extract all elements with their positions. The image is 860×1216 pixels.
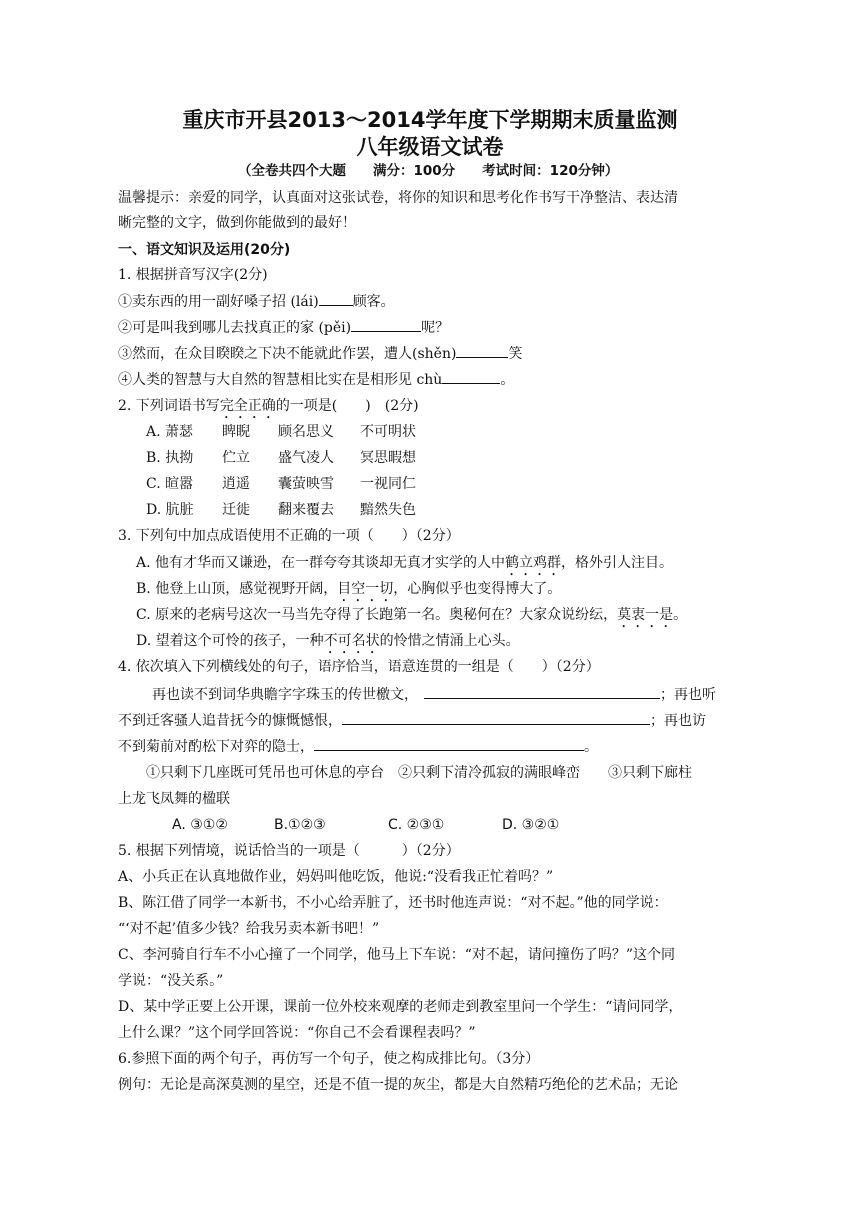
- option-word: 盛气凌人: [278, 450, 334, 466]
- q1-b-tail: 呢？: [421, 320, 450, 336]
- q1-a-text: ①卖东西的用一副好嗓子招 (lái): [118, 294, 319, 310]
- option-word: 一视同仁: [360, 476, 416, 492]
- q3-c-idiom: 莫衷一是: [617, 607, 674, 623]
- q6-example: 例句：无论是高深莫测的星空，还是不值一提的灰尘，都是大自然精巧绝伦的艺术品；无论: [118, 1077, 678, 1093]
- answer-blank[interactable]: [424, 684, 660, 699]
- option-word: D. 肮脏: [146, 502, 194, 518]
- q2-option-d[interactable]: [146, 500, 416, 520]
- q3-d-tail: 的怜惜之情涌上心头。: [379, 633, 520, 649]
- q1-item-b: [118, 317, 449, 338]
- q3-stem: 3. 下列句中加点成语使用不正确的一项（ ）（2分）: [118, 528, 460, 544]
- section-heading: 一、语文知识及运用(20分): [118, 242, 291, 258]
- q4-l1-text: 再也读不到词华典瞻字字珠玉的传世檄文，: [152, 687, 418, 703]
- q4-option-d[interactable]: D. ③②①: [502, 817, 560, 833]
- answer-blank[interactable]: [351, 317, 421, 332]
- q4-option-b[interactable]: B.①②③: [274, 817, 326, 833]
- exam-info: （全卷共四个大题 满分：100分 考试时间：120分钟）: [238, 163, 619, 179]
- q4-passage-line-3: [118, 736, 598, 757]
- q5-option-a[interactable]: A、小兵正在认真地做作业，妈妈叫他吃饭，他说:“没看我正忙着吗？”: [118, 869, 554, 885]
- q5-option-c-line-1[interactable]: C、李河骑自行车不小心撞了一个同学，他马上下车说：“对不起，请问撞伤了吗？”这个同: [118, 947, 676, 963]
- notice-line-2: 晰完整的文字，做到你能做到的最好！: [118, 215, 356, 231]
- q4-l2-text: 不到迁客骚人追昔抚今的慷慨憾恨，: [118, 713, 342, 729]
- q4-passage-line-1: [152, 684, 716, 705]
- q3-option-d[interactable]: [136, 631, 520, 657]
- option-word: A. 萧瑟: [146, 424, 194, 440]
- q1-d-text: ④人类的智慧与大自然的智慧相比实在是相形见 chù: [118, 372, 443, 388]
- option-word: 顾名思义: [278, 424, 334, 440]
- exam-subject-title: 八年级语文试卷: [356, 135, 504, 159]
- option-word: B. 执拗: [146, 450, 194, 466]
- q5-option-b-line-2: “‘对不起’值多少钱？给我另卖本新书吧！”: [118, 921, 380, 937]
- q1-stem: 1. 根据拼音写汉字(2分): [118, 267, 268, 283]
- q4-passage-line-2: [118, 710, 706, 731]
- q1-item-d: [118, 369, 514, 390]
- q2-stem-text: 2. 下列词语书写: [118, 398, 220, 414]
- q3-a-idiom: 鹤立鸡群: [505, 555, 562, 571]
- q1-c-text: ③然而，在众目睽睽之下决不能就此作罢，遭人(shěn): [118, 346, 457, 362]
- q4-sentences-line-2: 上龙飞凤舞的楹联: [118, 791, 230, 807]
- answer-blank[interactable]: [342, 710, 650, 725]
- answer-blank[interactable]: [319, 291, 353, 306]
- q1-c-tail: 笑: [508, 346, 523, 362]
- q2-option-c[interactable]: [146, 474, 416, 494]
- q1-item-c: [118, 343, 522, 364]
- option-word: 睥睨: [222, 424, 250, 440]
- option-word: 黯然失色: [360, 502, 416, 518]
- q2-option-b[interactable]: [146, 448, 416, 468]
- q4-l2-tail: ；再也访: [650, 713, 706, 729]
- option-word: C. 暄嚣: [146, 476, 194, 492]
- q1-a-tail: 顾客。: [352, 294, 395, 310]
- q4-options: [172, 815, 559, 835]
- q2-stem-emphasis: 完全正确: [219, 398, 276, 414]
- q3-option-c[interactable]: [136, 605, 687, 631]
- q3-a-tail: ，格外引人注目。: [561, 555, 674, 571]
- option-word: 囊萤映雪: [278, 476, 334, 492]
- q5-option-d-line-1[interactable]: D、某中学正要上公开课，课前一位外校来观摩的老师走到教室里问一个学生：“请问同学，: [118, 999, 683, 1015]
- q4-l3-text: 不到菊前对酌松下对弈的隐士，: [118, 739, 314, 755]
- q5-option-c-line-2: 学说：“没关系。”: [118, 973, 224, 989]
- option-word: 迁徙: [222, 502, 250, 518]
- q4-option-c[interactable]: C. ②③①: [388, 817, 445, 833]
- q2-stem: [118, 396, 419, 422]
- q5-option-b-line-1[interactable]: B、陈江借了同学一本新书，不小心给弄脏了，还书时他连声说：“对不起。”他的同学说：: [118, 895, 668, 911]
- q6-stem: 6.参照下面的两个句子，再仿写一个句子，使之构成排比句。（3分）: [118, 1051, 540, 1067]
- q5-stem: 5. 根据下列情境，说话恰当的一项是（ ）（2分）: [118, 843, 460, 859]
- q4-sentences-line-1: ①只剩下几座既可凭吊也可休息的亭台 ②只剩下清冷孤寂的满眼峰峦 ③只剩下廊柱: [146, 765, 692, 781]
- option-word: 冥思暇想: [360, 450, 416, 466]
- q1-b-text: ②可是叫我到哪儿去找真正的家 (pěi): [118, 320, 352, 336]
- q1-d-tail: 。: [500, 372, 515, 388]
- q1-item-a: [118, 291, 395, 312]
- q3-b-idiom: 目空一切: [337, 581, 394, 597]
- option-word: 翻来覆去: [278, 502, 334, 518]
- q3-c-text: C. 原来的老病号这次一马当先夺得了长跑第一名。奥秘何在？大家众说纷纭，: [136, 607, 618, 623]
- notice-line-1: 温馨提示：亲爱的同学，认真面对这张试卷，将你的知识和思考化作书写干净整洁、表达清: [118, 190, 678, 206]
- q3-a-text: A. 他有才华而又谦逊，在一群夸夸其谈却无真才实学的人中: [136, 555, 506, 571]
- answer-blank[interactable]: [442, 369, 500, 384]
- q3-d-text: D. 望着这个可怜的孩子，一种: [136, 633, 324, 649]
- answer-blank[interactable]: [456, 343, 508, 358]
- q2-option-a[interactable]: [146, 422, 416, 442]
- q4-l1-tail: ；再也听: [660, 687, 716, 703]
- q2-stem-tail: 的一项是( ) (2分): [275, 398, 419, 414]
- q5-option-d-line-2: 上什么课？”这个同学回答说：“你自己不会看课程表吗？”: [118, 1025, 476, 1041]
- option-word: 伫立: [222, 450, 250, 466]
- exam-title: 重庆市开县2013～2014学年度下学期期末质量监测: [182, 108, 678, 132]
- q3-b-text: B. 他登上山顶，感觉视野开阔，: [136, 581, 338, 597]
- q3-b-tail: ，心胸似乎也变得博大了。: [393, 581, 562, 597]
- q3-c-tail: 。: [673, 607, 688, 623]
- q4-l3-tail: 。: [584, 739, 598, 755]
- q3-option-b[interactable]: [136, 579, 561, 605]
- option-word: 逍遥: [222, 476, 250, 492]
- q4-option-a[interactable]: A. ③①②: [172, 817, 228, 833]
- q3-option-a[interactable]: [136, 553, 673, 579]
- q3-d-idiom: 不可名状: [323, 633, 380, 649]
- q4-stem: 4. 依次填入下列横线处的句子，语序恰当，语意连贯的一组是（ ）（2分）: [118, 659, 600, 675]
- option-word: 不可明状: [360, 424, 416, 440]
- answer-blank[interactable]: [314, 736, 584, 751]
